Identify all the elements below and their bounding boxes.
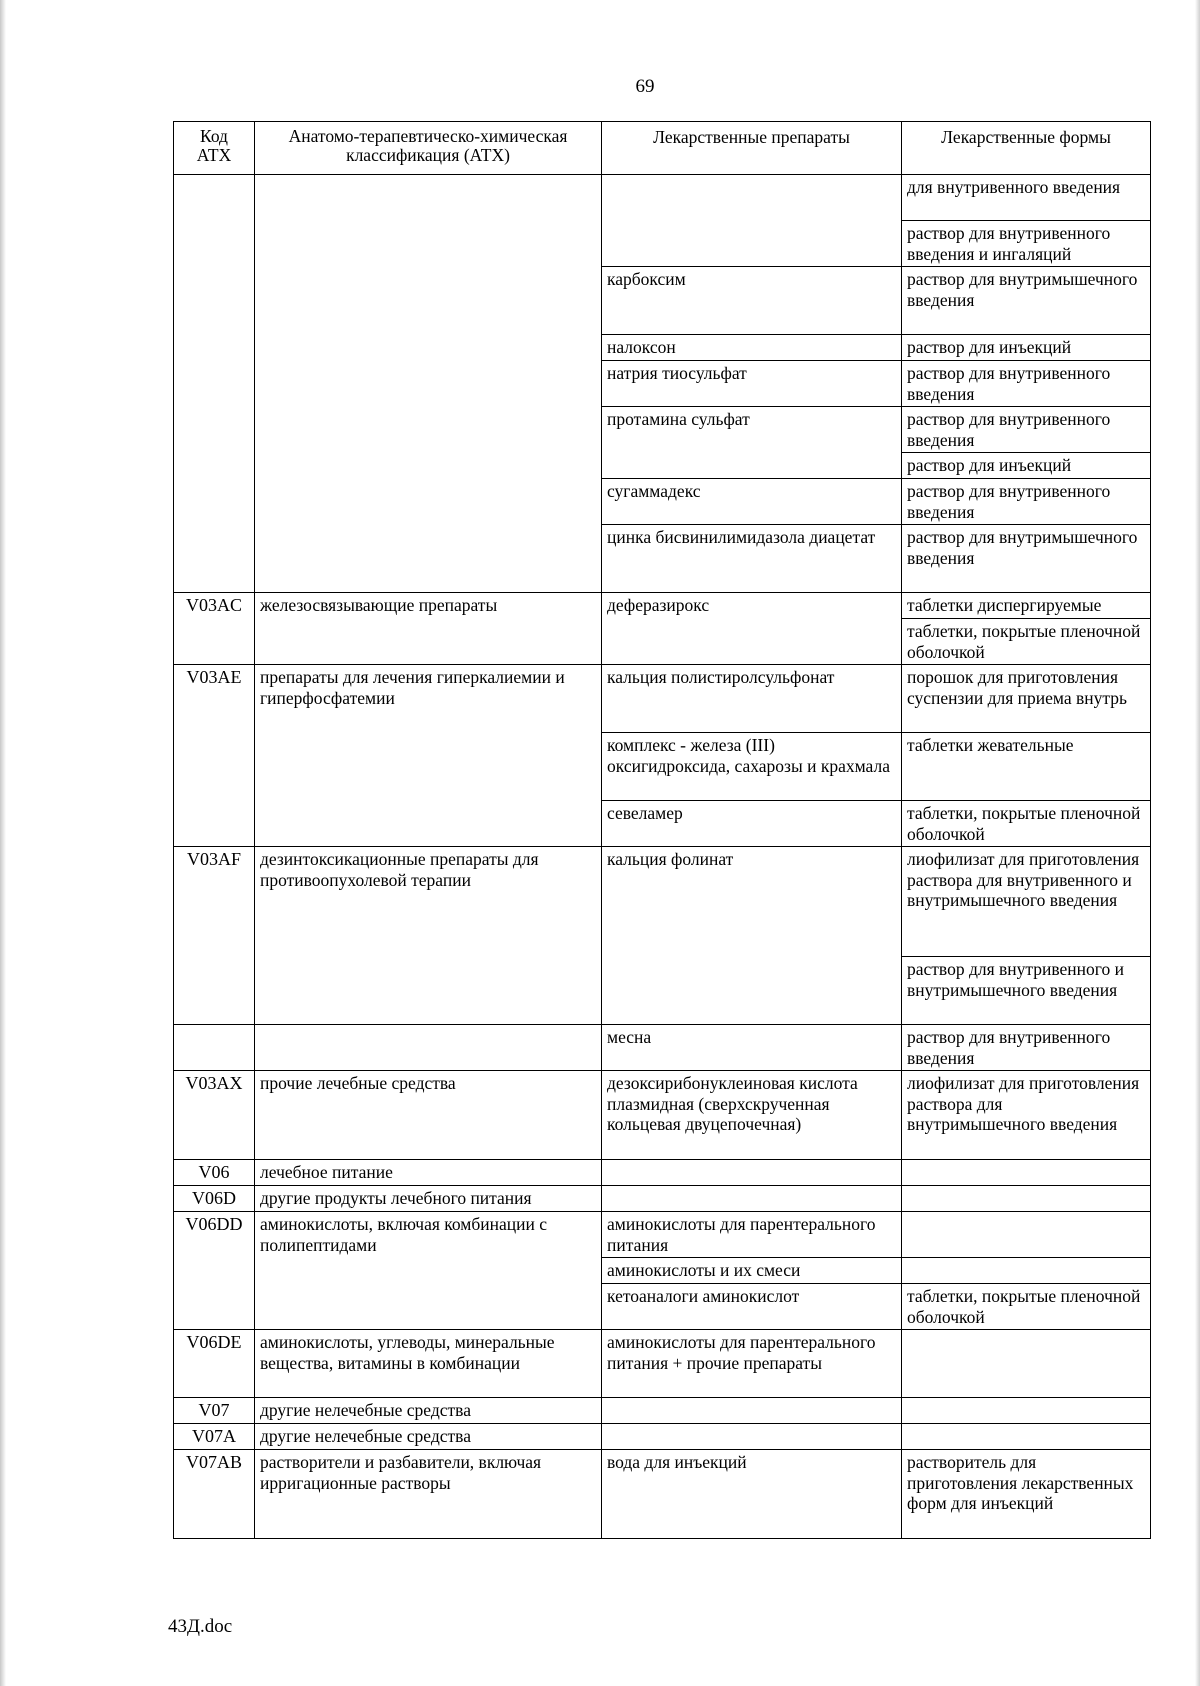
table-row (174, 847, 1151, 957)
cell-drug: натрия тиосульфат (602, 361, 902, 407)
cell-form: лиофилизат для приготовления раствора для внутривенного и внутримышечного введения (902, 847, 1151, 957)
cell-drug: комплекс - железа (III) оксигидроксида, сахарозы и крахмала (602, 733, 902, 801)
cell-form: порошок для приготовления суспензии для приема внутрь (902, 665, 1151, 733)
cell-code: V03AE (174, 665, 255, 847)
cell-form: раствор для внутривенного введения (902, 479, 1151, 525)
cell-code: V06DE (174, 1330, 255, 1398)
cell-form: раствор для инъекций (902, 335, 1151, 361)
page-number: 69 (635, 76, 655, 97)
cell-code: V03AC (174, 593, 255, 665)
cell-code (174, 1025, 255, 1071)
cell-classification: лечебное питание (255, 1160, 602, 1186)
cell-drug (602, 1398, 902, 1424)
cell-form (902, 1424, 1151, 1450)
cell-drug: кальция полистиролсульфонат (602, 665, 902, 733)
table-row (174, 1398, 1151, 1424)
cell-code: V03AF (174, 847, 255, 1025)
header-classification: Анатомо-терапевтическо-химическая классификация (АТХ) (255, 122, 602, 175)
cell-classification: препараты для лечения гиперкалиемии и гиперфосфатемии (255, 665, 602, 847)
cell-classification: аминокислоты, включая комбинации с полипептидами (255, 1212, 602, 1330)
cell-form (902, 1212, 1151, 1258)
table-row (174, 1025, 1151, 1071)
cell-form: таблетки жевательные (902, 733, 1151, 801)
cell-code: V07AB (174, 1450, 255, 1539)
table-row (174, 1212, 1151, 1258)
table-row (174, 1186, 1151, 1212)
header-code: Код АТХ (174, 122, 255, 175)
cell-drug: аминокислоты и их смеси (602, 1258, 902, 1284)
cell-form (902, 1160, 1151, 1186)
cell-classification: железосвязывающие препараты (255, 593, 602, 665)
cell-code (174, 175, 255, 593)
cell-drug: деферазирокс (602, 593, 902, 665)
table-row (174, 1071, 1151, 1160)
table-header-row (174, 122, 1151, 175)
cell-form: раствор для внутривенного введения и ингаляций (902, 221, 1151, 267)
table-row (174, 1330, 1151, 1398)
cell-code: V06DD (174, 1212, 255, 1330)
cell-form: таблетки, покрытые пленочной оболочкой (902, 801, 1151, 847)
cell-classification (255, 175, 602, 593)
cell-form: таблетки, покрытые пленочной оболочкой (902, 1284, 1151, 1330)
cell-code: V06 (174, 1160, 255, 1186)
cell-form: таблетки, покрытые пленочной оболочкой (902, 619, 1151, 665)
cell-form: раствор для внутримышечного введения (902, 267, 1151, 335)
cell-drug (602, 175, 902, 267)
cell-drug: севеламер (602, 801, 902, 847)
cell-drug: карбоксим (602, 267, 902, 335)
cell-form: растворитель для приготовления лекарственных форм для инъекций (902, 1450, 1151, 1539)
cell-form: раствор для внутривенного введения (902, 361, 1151, 407)
cell-drug (602, 1186, 902, 1212)
cell-drug: кетоаналоги аминокислот (602, 1284, 902, 1330)
cell-form: таблетки диспергируемые (902, 593, 1151, 619)
cell-classification: растворители и разбавители, включая ирригационные растворы (255, 1450, 602, 1539)
cell-classification: другие продукты лечебного питания (255, 1186, 602, 1212)
cell-form: лиофилизат для приготовления раствора для внутримышечного введения (902, 1071, 1151, 1160)
cell-classification: аминокислоты, углеводы, минеральные вещества, витамины в комбинации (255, 1330, 602, 1398)
table-row (174, 1450, 1151, 1539)
cell-form (902, 1186, 1151, 1212)
cell-code: V03AX (174, 1071, 255, 1160)
cell-form (902, 1330, 1151, 1398)
cell-form (902, 1258, 1151, 1284)
table-row (174, 1160, 1151, 1186)
cell-code: V06D (174, 1186, 255, 1212)
table-row (174, 1424, 1151, 1450)
header-drugs: Лекарственные препараты (602, 122, 902, 175)
cell-drug (602, 1424, 902, 1450)
table-row (174, 175, 1151, 221)
cell-drug: кальция фолинат (602, 847, 902, 1025)
cell-form: раствор для внутривенного введения (902, 407, 1151, 453)
cell-drug: месна (602, 1025, 902, 1071)
cell-form: раствор для инъекций (902, 453, 1151, 479)
cell-drug: сугаммадекс (602, 479, 902, 525)
scan-right-edge (1195, 0, 1200, 1686)
header-forms: Лекарственные формы (902, 122, 1151, 175)
cell-form (902, 1398, 1151, 1424)
cell-code: V07 (174, 1398, 255, 1424)
cell-drug: цинка бисвинилимидазола диацетат (602, 525, 902, 593)
cell-form: раствор для внутривенного и внутримышечного введения (902, 957, 1151, 1025)
cell-drug: аминокислоты для парентерального питания (602, 1212, 902, 1258)
cell-classification: другие нелечебные средства (255, 1398, 602, 1424)
cell-classification (255, 1025, 602, 1071)
table-row (174, 665, 1151, 733)
cell-form: для внутривенного введения (902, 175, 1151, 221)
atc-table (173, 121, 1151, 1539)
cell-classification: прочие лечебные средства (255, 1071, 602, 1160)
cell-form: раствор для внутривенного введения (902, 1025, 1151, 1071)
cell-form: раствор для внутримышечного введения (902, 525, 1151, 593)
cell-drug: вода для инъекций (602, 1450, 902, 1539)
cell-drug: дезоксирибонуклеиновая кислота плазмидная (сверхскрученная кольцевая двуцепочечная) (602, 1071, 902, 1160)
cell-classification: дезинтоксикационные препараты для противоопухолевой терапии (255, 847, 602, 1025)
cell-drug: аминокислоты для парентерального питания + прочие препараты (602, 1330, 902, 1398)
scan-left-edge (0, 0, 6, 1686)
cell-drug: протамина сульфат (602, 407, 902, 479)
table-row (174, 593, 1151, 619)
document-filename: 43Д.doc (168, 1616, 233, 1637)
cell-drug (602, 1160, 902, 1186)
cell-code: V07A (174, 1424, 255, 1450)
cell-classification: другие нелечебные средства (255, 1424, 602, 1450)
cell-drug: налоксон (602, 335, 902, 361)
